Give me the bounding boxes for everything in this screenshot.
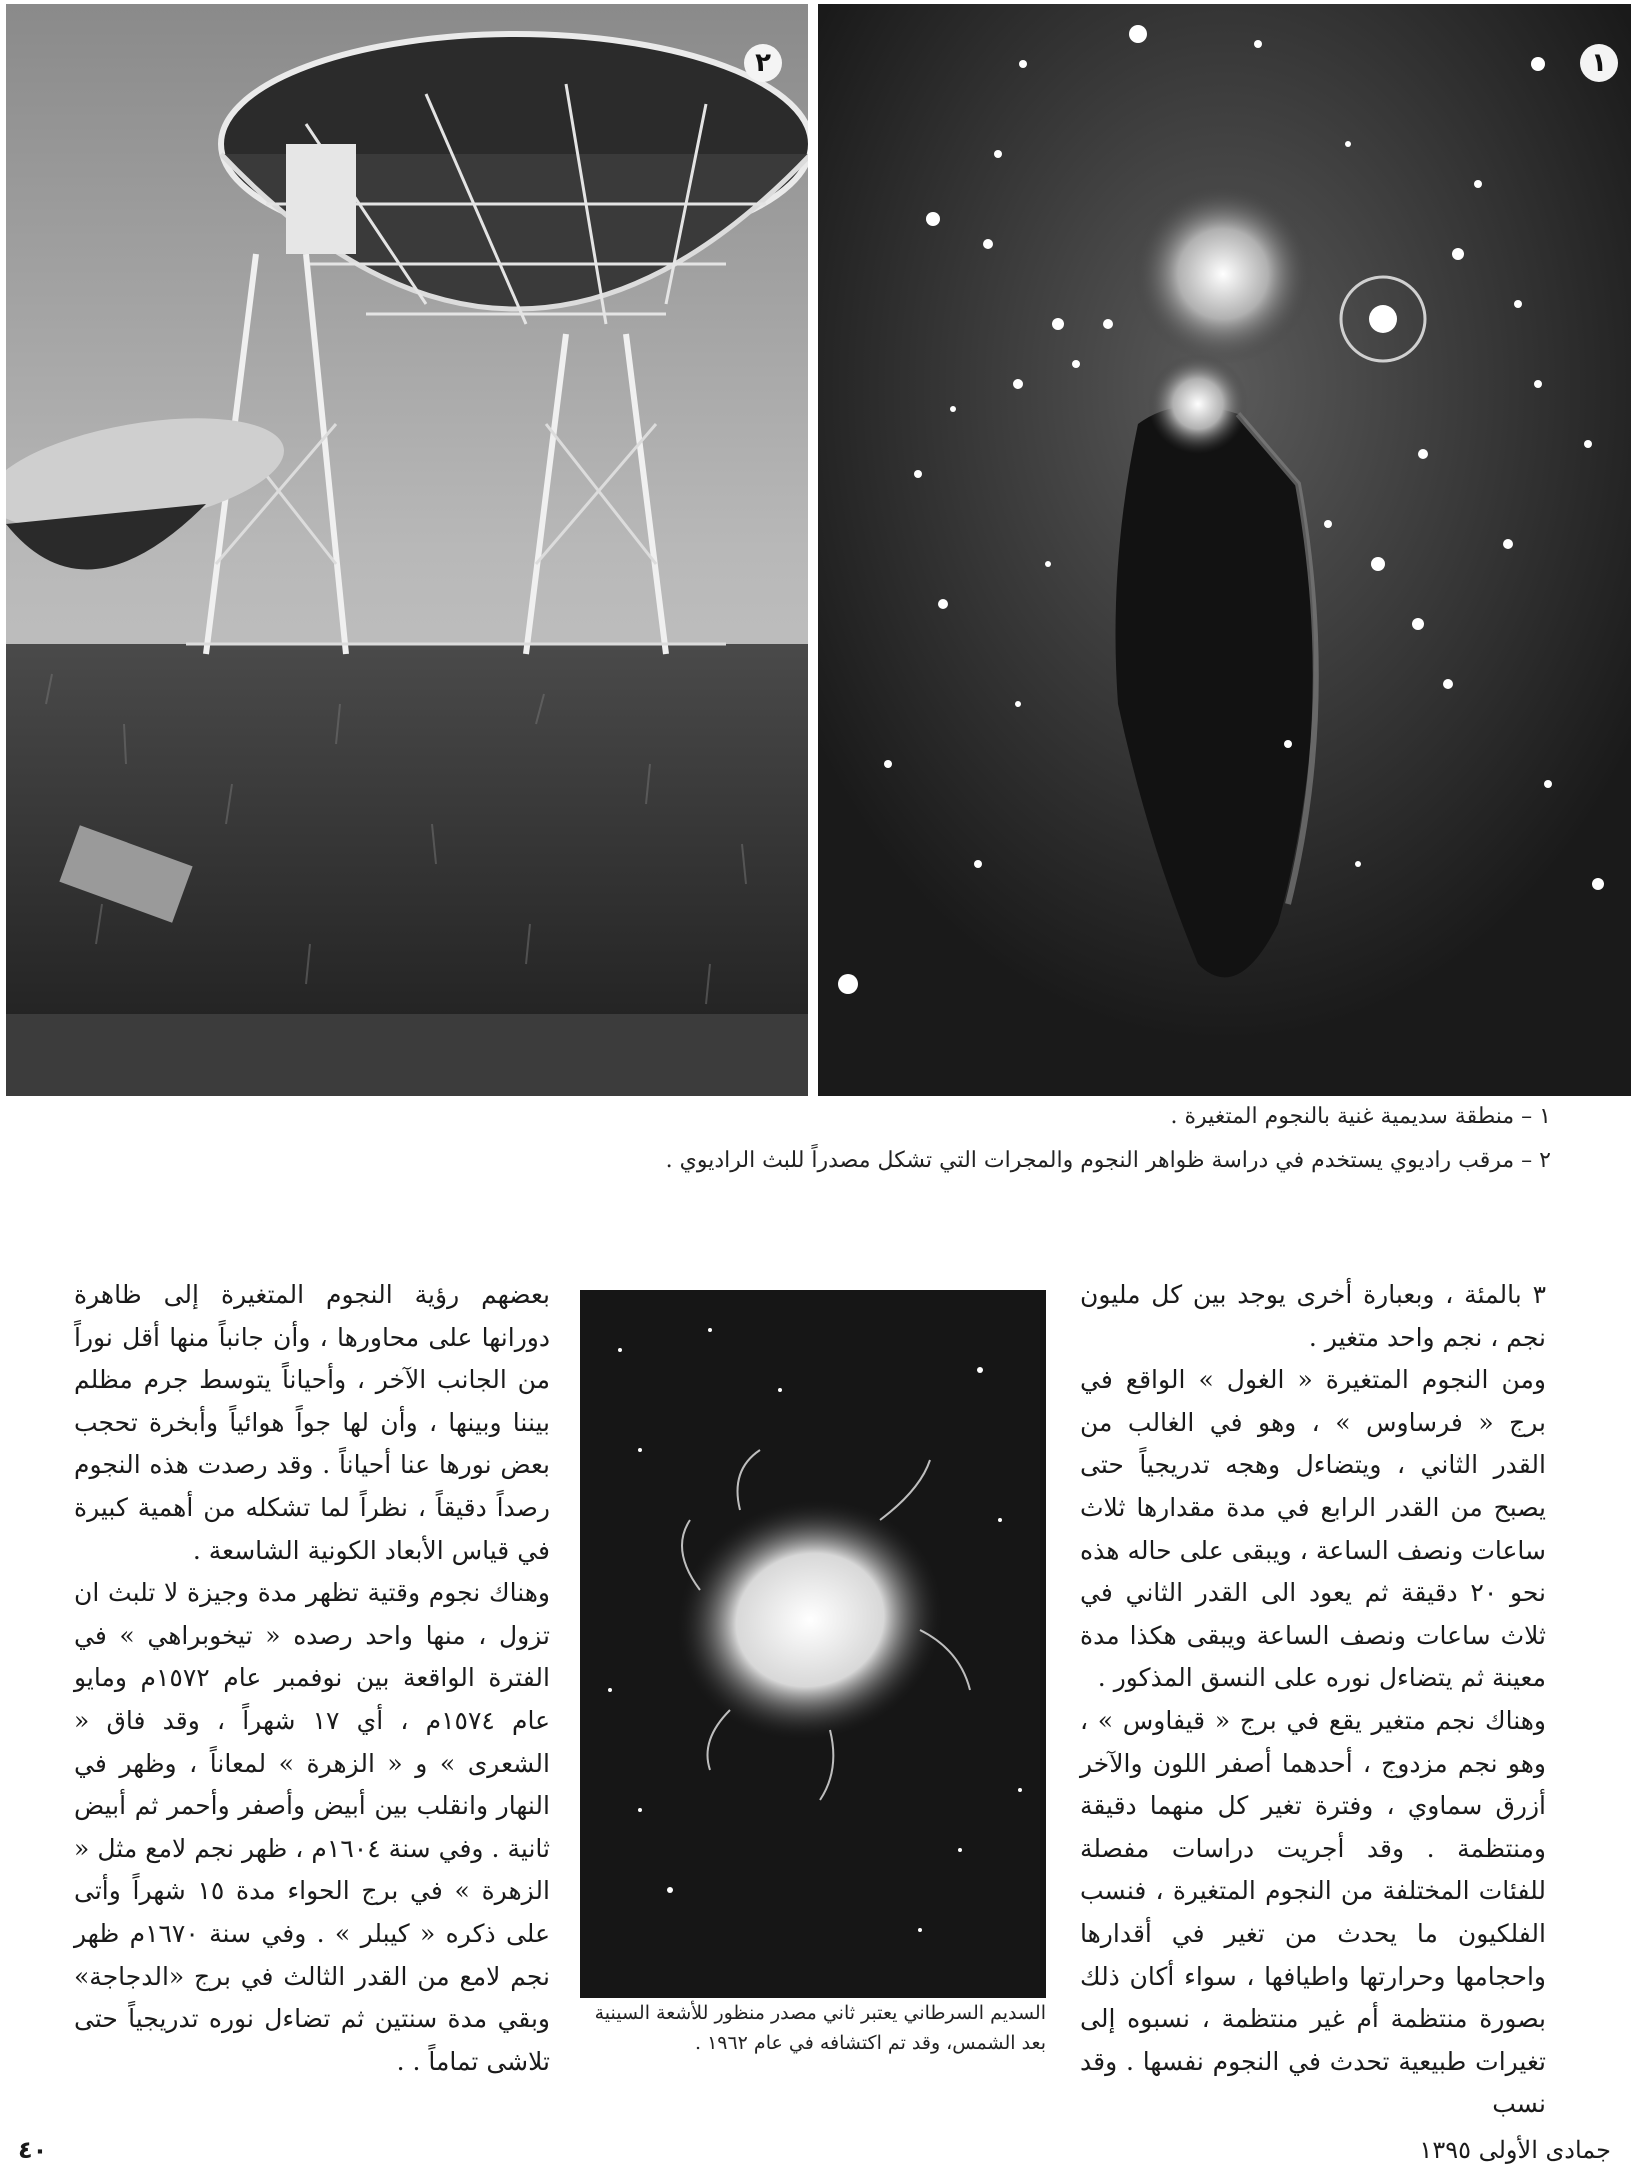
page-number: ٤٠ <box>18 2136 48 2164</box>
crab-nebula-photo <box>580 1290 1046 1998</box>
paragraph: ٣ بالمئة ، وبعبارة أخرى يوجد بين كل مليون نجم ، نجم واحد متغير . <box>1080 1280 1546 1352</box>
radio-telescope-photo <box>6 4 808 1096</box>
paragraph: وهناك نجم متغير يقع في برج « قيفاوس » ، وهو نجم مزدوج ، أحدهما أصفر اللون والآخر أزرق سماوي ، وفترة تغير كل منهما دقيقة ومنتظمة . وقد أجريت دراسات مفصلة للفئات المختلفة من النجوم المتغيرة ، فنسب الفلكيون ما يحدث من تغير في أقدارها واحجامها وحرارتها واطيافها ، سواء أكان ذلك بصورة منتظمة أم غير منتظمة ، نسبوه إلى تغيرات طبيعية تحدث في النجوم نفسها . وقد نسب <box>1080 1705 1546 2119</box>
text-column-left <box>74 1274 550 2083</box>
photo-caption-2: ٢ – مرقب راديوي يستخدم في دراسة ظواهر النجوم والمجرات التي تشكل مصدراً للبث الراديوي . <box>665 1148 1551 1173</box>
nebula-photo <box>818 4 1631 1096</box>
crab-nebula-caption: السديم السرطاني يعتبر ثاني مصدر منظور للأشعة السينية بعد الشمس، وقد تم اكتشافه في عام ١٩٦٢ . <box>594 2002 1046 2054</box>
photo-number-badge: ٢ <box>744 44 782 82</box>
photo-caption-1: ١ – منطقة سديمية غنية بالنجوم المتغيرة . <box>1170 1104 1551 1129</box>
issue-date: جمادى الأولى ١٣٩٥ <box>1419 2136 1611 2164</box>
paragraph: ومن النجوم المتغيرة « الغول » الواقع في برج « فرساوس » ، وهو في الغالب من القدر الثاني ، ويتضاءل وهجه تدريجياً حتى يصبح من القدر الرابع في مدة مقدارها ثلاث ساعات ونصف الساعة ، ويبقى على حاله هذه نحو ٢٠ دقيقة ثم يعود الى القدر الثاني في ثلاث ساعات ونصف الساعة ويبقى هكذا مدة معينة ثم يتضاءل نوره على النسق المذكور . <box>1080 1365 1546 1693</box>
text-column-right <box>1080 1274 1546 2126</box>
photo-number-badge: ١ <box>1580 44 1618 82</box>
paragraph: وهناك نجوم وقتية تظهر مدة وجيزة لا تلبث ان تزول ، منها واحد رصده « تيخوبراهي » في الفترة الواقعة بين نوفمبر عام ١٥٧٢م ومايو عام ١٥٧٤م ، أي ١٧ شهراً ، وقد فاق « الشعرى » و « الزهرة » لمعاناً ، وظهر في النهار وانقلب بين أبيض وأصفر وأحمر ثم أبيض ثانية . وفي سنة ١٦٠٤م ، ظهر نجم لامع مثل « الزهرة » في برج الحواء مدة ١٥ شهراً وأتى على ذكره « كيبلر » . وفي سنة ١٦٧٠م ظهر نجم لامع من القدر الثالث في برج «الدجاجة» وبقي مدة سنتين ثم تضاءل نوره تدريجياً حتى تلاشى تماماً . . <box>74 1578 551 2076</box>
paragraph: بعضهم رؤية النجوم المتغيرة إلى ظاهرة دورانها على محاورها ، وأن جانباً منها أقل نوراً من الجانب الآخر ، وأحياناً يتوسط جرم مظلم بيننا وبينها ، وأن لها جواً هوائياً وأبخرة تحجب بعض نورها عنا أحياناً . وقد رصدت هذه النجوم رصداً دقيقاً ، نظراً لما تشكله من أهمية كبيرة في قياس الأبعاد الكونية الشاسعة . <box>74 1280 550 1565</box>
